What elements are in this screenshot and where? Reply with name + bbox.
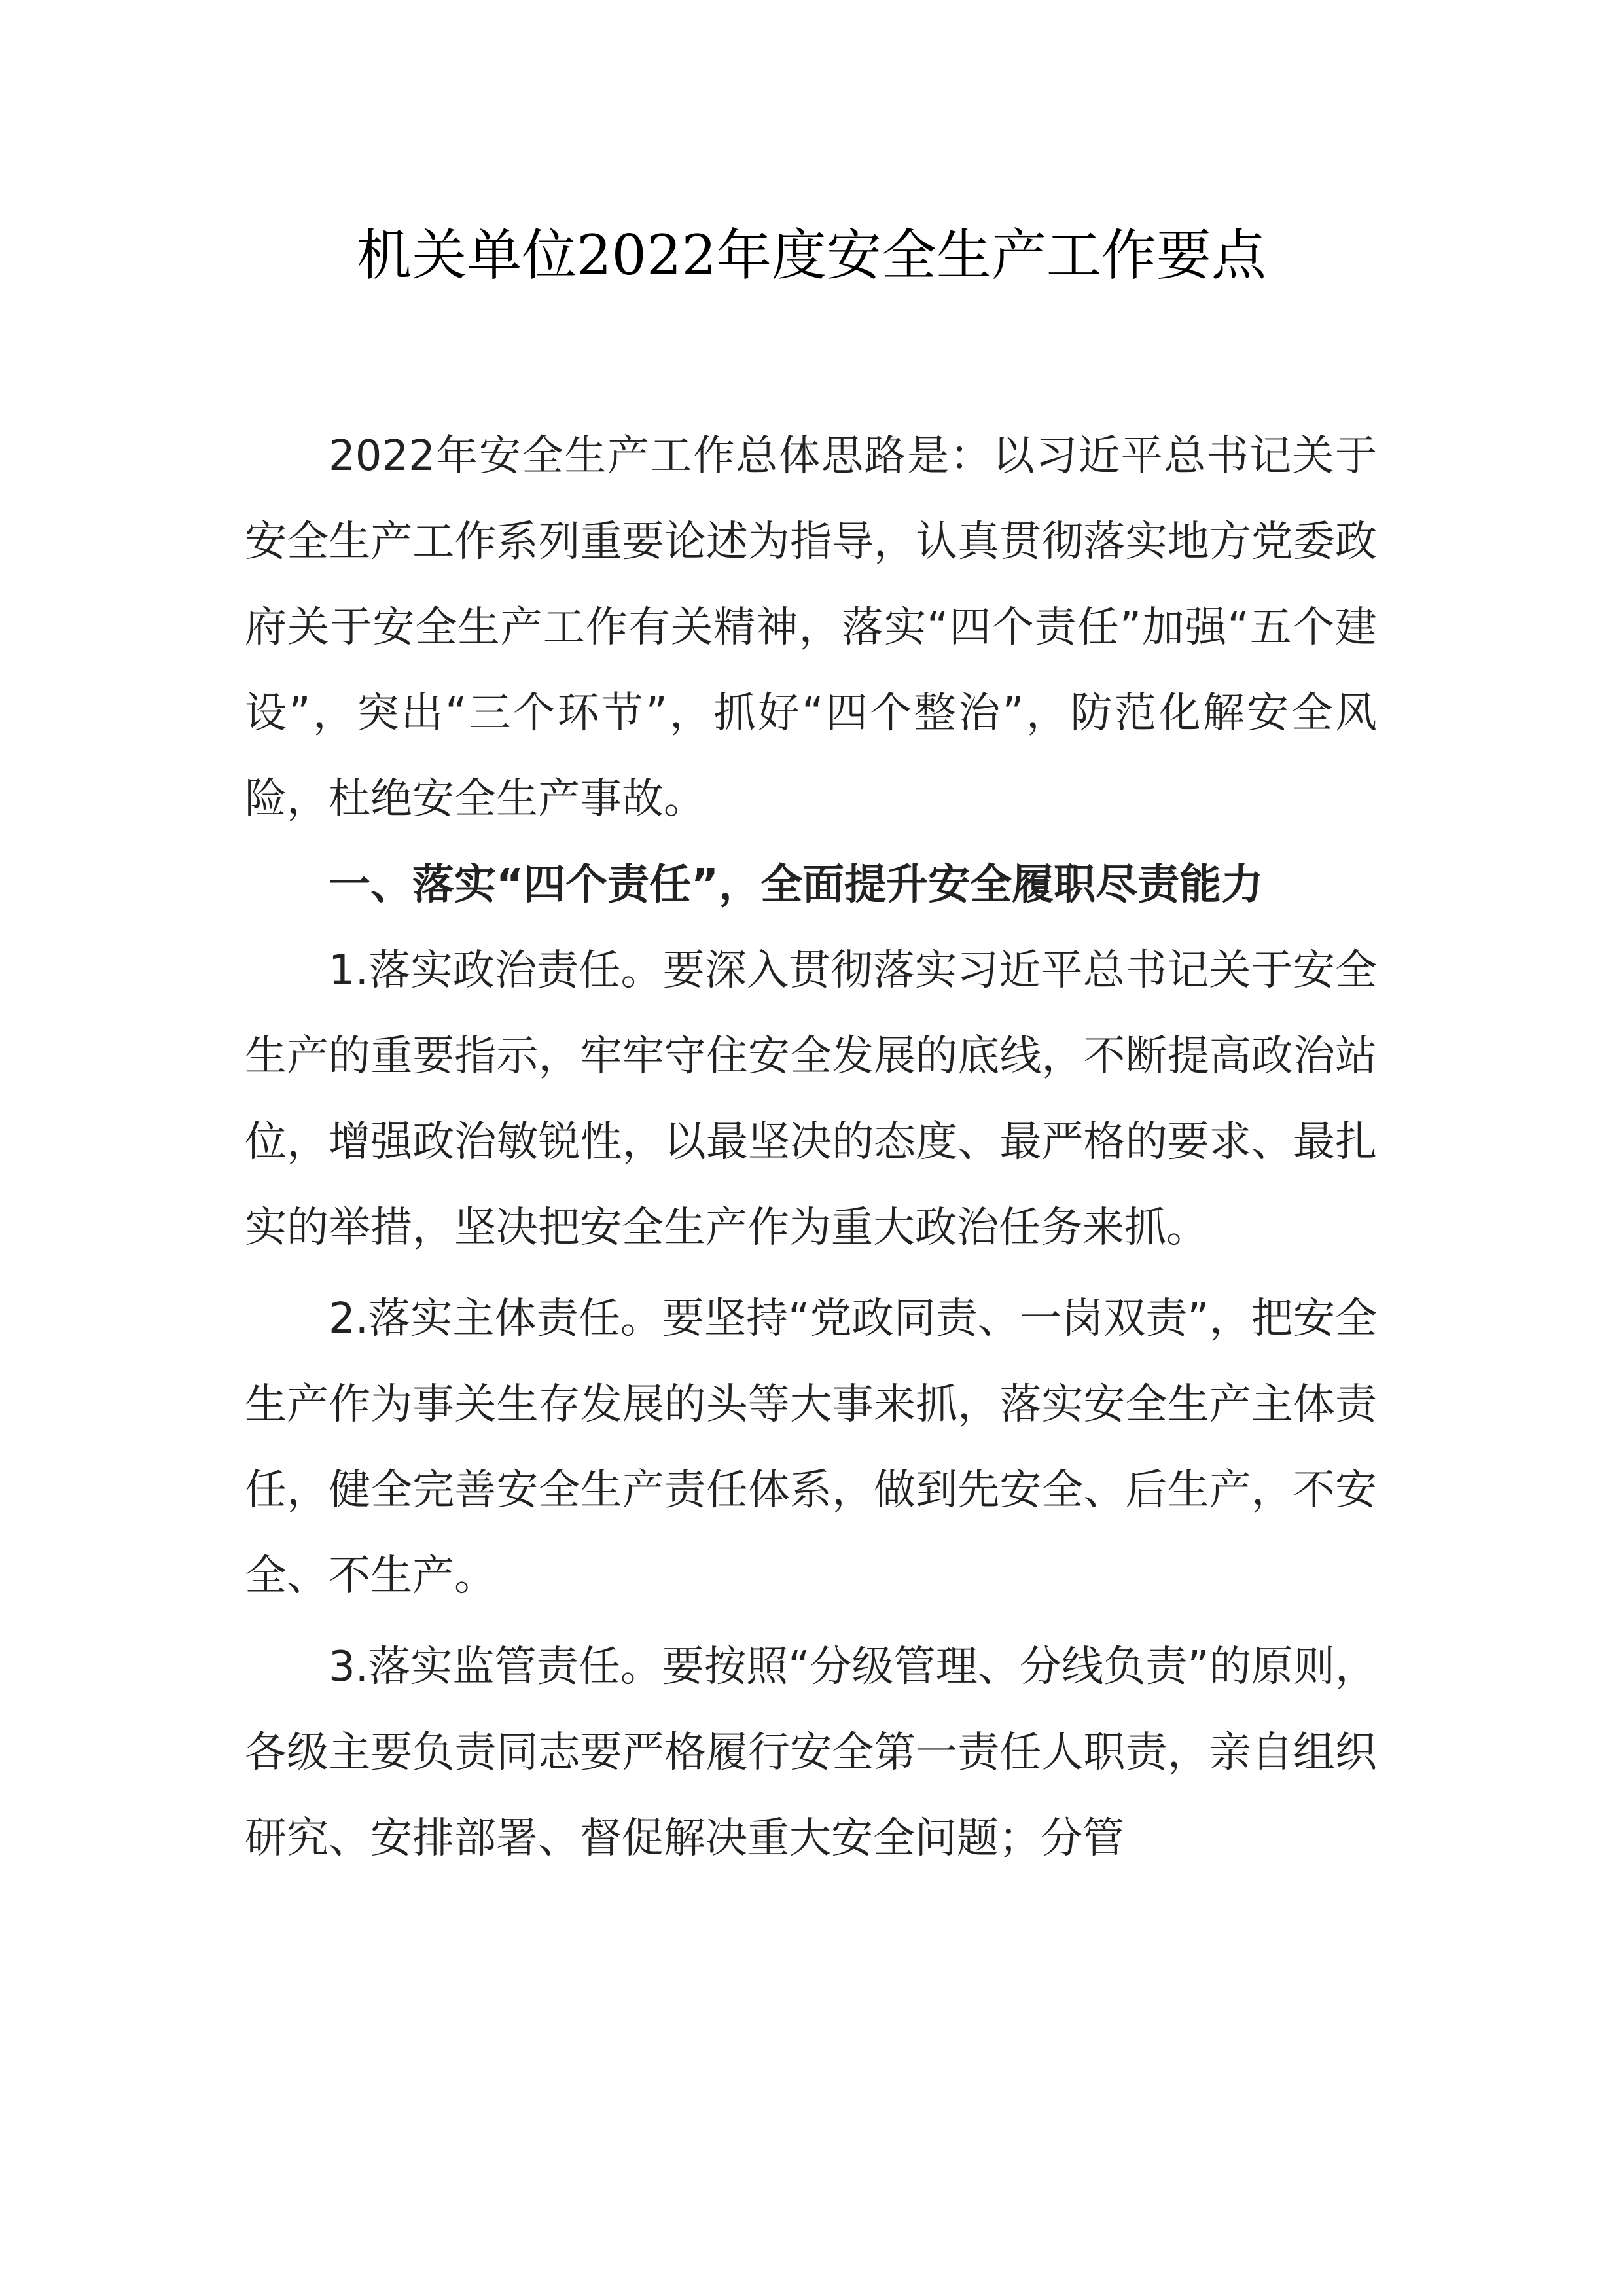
intro-paragraph: 2022年安全生产工作总体思路是：以习近平总书记关于安全生产工作系列重要论述为指导，认真贯彻落实地方党委政府关于安全生产工作有关精神，落实“四个责任”加强“五个建设”，突出“三个环节”，抓好“四个整治”，防范化解安全风险，杜绝安全生产事故。 [245,432,1377,823]
document-body [245,414,1377,1882]
document-title: 机关单位2022年度安全生产工作要点 [357,223,1266,287]
section-heading: 一、落实“四个责任”，全面提升安全履职尽责能力 [329,861,1264,909]
item-paragraph-3: 3.落实监管责任。要按照“分级管理、分线负责”的原则，各级主要负责同志要严格履行安全第一责任人职责，亲自组织研究、安排部署、督促解决重大安全问题；分管 [245,1643,1377,1863]
item-paragraph-2: 2.落实主体责任。要坚持“党政同责、一岗双责”，把安全生产作为事关生存发展的头等大事来抓，落实安全生产主体责任，健全完善安全生产责任体系，做到先安全、后生产，不安全、不生产。 [245,1295,1377,1600]
item-paragraph-1: 1.落实政治责任。要深入贯彻落实习近平总书记关于安全生产的重要指示，牢牢守住安全发展的底线，不断提高政治站位，增强政治敏锐性，以最坚决的态度、最严格的要求、最扎实的举措，坚决把安全生产作为重大政治任务来抓。 [245,946,1377,1252]
